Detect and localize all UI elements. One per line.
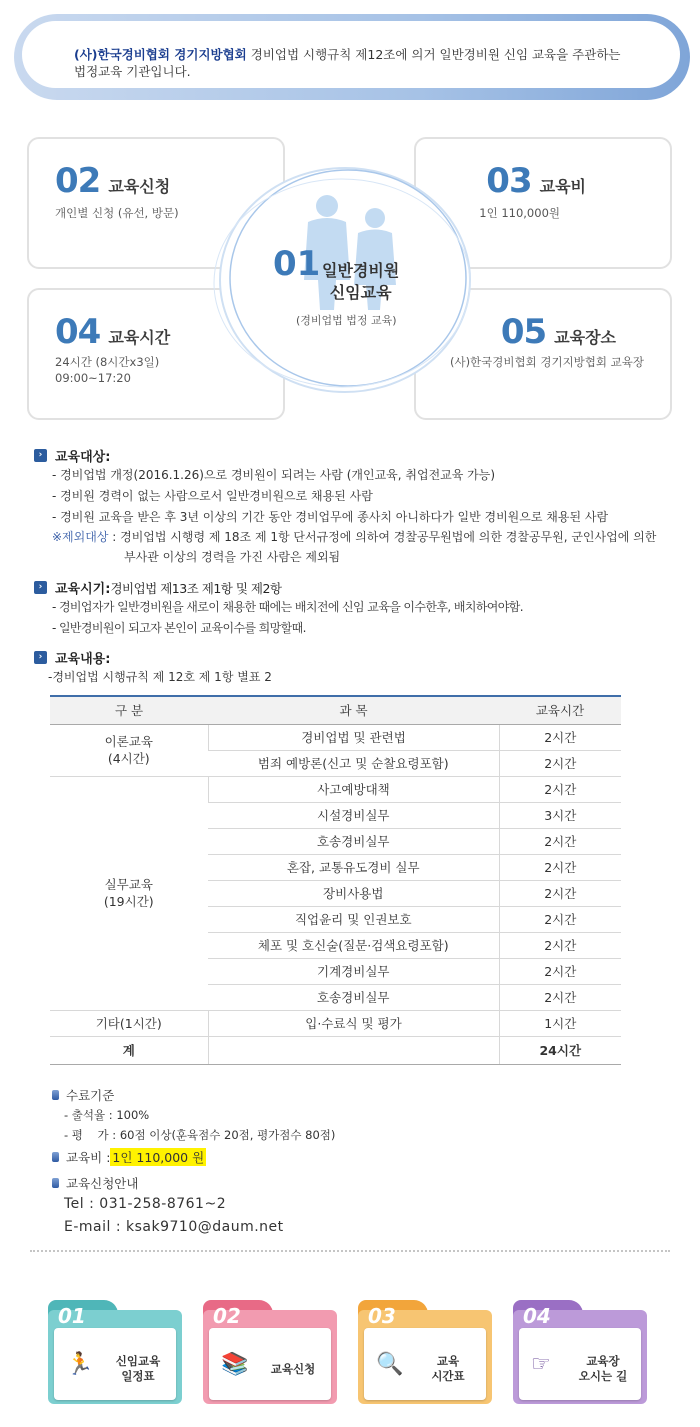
folder-label: 교육신청: [270, 1362, 316, 1376]
total-label: 계: [50, 1036, 208, 1064]
center-circle: [210, 160, 480, 400]
subject-cell: 체포 및 호신술(질문·검색요령포함): [208, 932, 499, 958]
folder-label: 교육 시간표: [431, 1354, 465, 1383]
subject-cell: 경비업법 및 관련법: [208, 724, 499, 750]
completion-title: 수료기준: [52, 1086, 114, 1104]
subject-cell: 직업윤리 및 인권보호: [208, 906, 499, 932]
category-cell: 실무교육 (19시간): [50, 776, 208, 1010]
hours-cell: 2시간: [499, 906, 621, 932]
box-title: 교육시간: [108, 328, 171, 347]
circle-sub: (경비업법 법정 교육): [296, 314, 397, 327]
target-note: [52, 528, 656, 545]
folder-schedule-button[interactable]: [48, 1300, 182, 1404]
hours-cell: 2시간: [499, 750, 621, 776]
hours-cell: 2시간: [499, 958, 621, 984]
folder-label: 교육장 오시는 길: [578, 1354, 628, 1383]
subject-cell: 입·수료식 및 평가: [208, 1010, 499, 1036]
org-name: (사)한국경비협회 경기지방협회: [74, 47, 247, 62]
table-header: 교육시간: [499, 696, 621, 724]
hours-cell: 3시간: [499, 802, 621, 828]
target-line: - 경비업법 개정(2016.1.26)으로 경비원이 되려는 사람 (개인교육, 취업전교육 가능): [52, 468, 496, 482]
subject-cell: 범죄 예방론(신고 및 순찰요령포함): [208, 750, 499, 776]
evaluation-line: - 평 가 : 60점 이상(훈육점수 20점, 평가점수 80점): [64, 1128, 336, 1142]
subject-cell: 장비사용법: [208, 880, 499, 906]
box-number: 03: [486, 161, 532, 201]
target-note-2: 부사관 이상의 경력을 가진 사람은 제외됨: [124, 550, 341, 564]
timing-line: - 일반경비원이 되고자 본인이 교육이수를 희망할때.: [52, 621, 306, 635]
category-cell: 이론교육 (4시간): [50, 724, 208, 776]
attendance-line: - 출석율 : 100%: [64, 1108, 150, 1122]
curriculum-table: [50, 695, 621, 1065]
table-header: 구 분: [50, 696, 208, 724]
total-empty: [208, 1036, 499, 1064]
runner-icon: 🏃: [66, 1352, 94, 1377]
bullet-icon: [52, 1152, 59, 1162]
subject-cell: 혼잡, 교통유도경비 실무: [208, 854, 499, 880]
subject-cell: 기계경비실무: [208, 958, 499, 984]
bullet-icon: [52, 1090, 59, 1100]
hours-cell: 2시간: [499, 932, 621, 958]
divider: [30, 1250, 670, 1252]
subject-cell: 사고예방대책: [208, 776, 499, 802]
folder-number: 01: [58, 1304, 86, 1328]
folder-label: 신임교육 일정표: [115, 1354, 161, 1383]
box-sub: (사)한국경비협회 경기지방협회 교육장: [449, 355, 644, 369]
box-number: 02: [55, 161, 101, 201]
table-row: [50, 724, 621, 750]
box-sub: 1인 110,000원: [479, 206, 560, 220]
contact-email: E-mail : ksak9710@daum.net: [64, 1219, 284, 1235]
box-number: 05: [500, 312, 547, 352]
table-total-row: [50, 1036, 621, 1064]
box-title: 교육비: [539, 177, 586, 196]
timing-line: - 경비업자가 일반경비원을 새로이 채용한 때에는 배치전에 신임 교육을 이수한후, 배치하여야함.: [52, 600, 523, 614]
subject-cell: 호송경비실무: [208, 828, 499, 854]
target-line: - 경비원 교육을 받은 후 3년 이상의 기간 동안 경비업무에 종사치 아니하다가 일반 경비원으로 채용된 사람: [52, 510, 609, 524]
circle-title-2: 신임교육: [329, 283, 392, 302]
folder-number: 02: [213, 1304, 241, 1328]
arrow-icon: ›: [34, 581, 47, 594]
hours-cell: 2시간: [499, 776, 621, 802]
table-row: [50, 776, 621, 802]
target-line: - 경비원 경력이 없는 사람으로서 일반경비원으로 채용된 사람: [52, 489, 373, 503]
box-title: 교육장소: [554, 328, 616, 347]
box-sub-2: 09:00~17:20: [55, 371, 131, 385]
circle-number: 01: [273, 244, 321, 284]
hours-cell: 2시간: [499, 984, 621, 1010]
box-number: 04: [55, 312, 101, 352]
books-icon: 📚: [221, 1352, 249, 1377]
hours-cell: 1시간: [499, 1010, 621, 1036]
subject-cell: 호송경비실무: [208, 984, 499, 1010]
hours-cell: 2시간: [499, 724, 621, 750]
note-label: ※제외대상: [52, 530, 109, 544]
bullet-icon: [52, 1178, 59, 1188]
banner-text-2: 법정교육 기관입니다.: [74, 64, 191, 79]
fee-highlight: 1인 110,000 원: [112, 1150, 205, 1165]
contact-tel: Tel : 031-258-8761~2: [64, 1196, 227, 1212]
person-search-icon: 🔍: [376, 1352, 404, 1377]
arrow-icon: ›: [34, 449, 47, 462]
circle-title: 일반경비원: [322, 261, 400, 280]
box-sub: 24시간 (8시간x3일): [55, 355, 160, 369]
subject-cell: 시설경비실무: [208, 802, 499, 828]
hours-cell: 2시간: [499, 854, 621, 880]
content-line: -경비업법 시행규칙 제 12호 제 1항 별표 2: [48, 670, 272, 684]
section-target-heading: › 교육대상:: [34, 446, 110, 465]
section-timing-heading: › 교육시기: 경비업법 제13조 제1항 및 제2항: [34, 578, 281, 597]
intro-banner-text: [22, 21, 680, 88]
pointing-hand-icon: ☞: [531, 1352, 551, 1377]
folder-number: 04: [523, 1304, 551, 1328]
folder-directions-button[interactable]: [513, 1300, 647, 1404]
section-content-heading: › 교육내용:: [34, 648, 110, 667]
fee-line: 교육비 : 1인 110,000 원: [52, 1148, 206, 1166]
apply-title: 교육신청안내: [52, 1174, 138, 1192]
total-value: 24시간: [499, 1036, 621, 1064]
folder-apply-button[interactable]: [203, 1300, 337, 1404]
table-header-row: [50, 696, 621, 724]
box-title: 교육신청: [108, 177, 171, 196]
arrow-icon: ›: [34, 651, 47, 664]
hours-cell: 2시간: [499, 828, 621, 854]
folder-timetable-button[interactable]: [358, 1300, 492, 1404]
table-header: 과 목: [208, 696, 499, 724]
note-text: : 경비업법 시행령 제 18조 제 1항 단서규정에 의하여 경찰공무원법에 의한 경찰공무원, 군인사업에 의한: [108, 530, 657, 544]
table-row: [50, 1010, 621, 1036]
folder-number: 03: [368, 1304, 396, 1328]
category-cell: 기타(1시간): [50, 1010, 208, 1036]
box-sub: 개인별 신청 (유선, 방문): [55, 206, 179, 220]
banner-text: 경비업법 시행규칙 제12조에 의거 일반경비원 신임 교육을 주관하는: [246, 47, 621, 62]
intro-banner: [14, 14, 690, 100]
hours-cell: 2시간: [499, 880, 621, 906]
